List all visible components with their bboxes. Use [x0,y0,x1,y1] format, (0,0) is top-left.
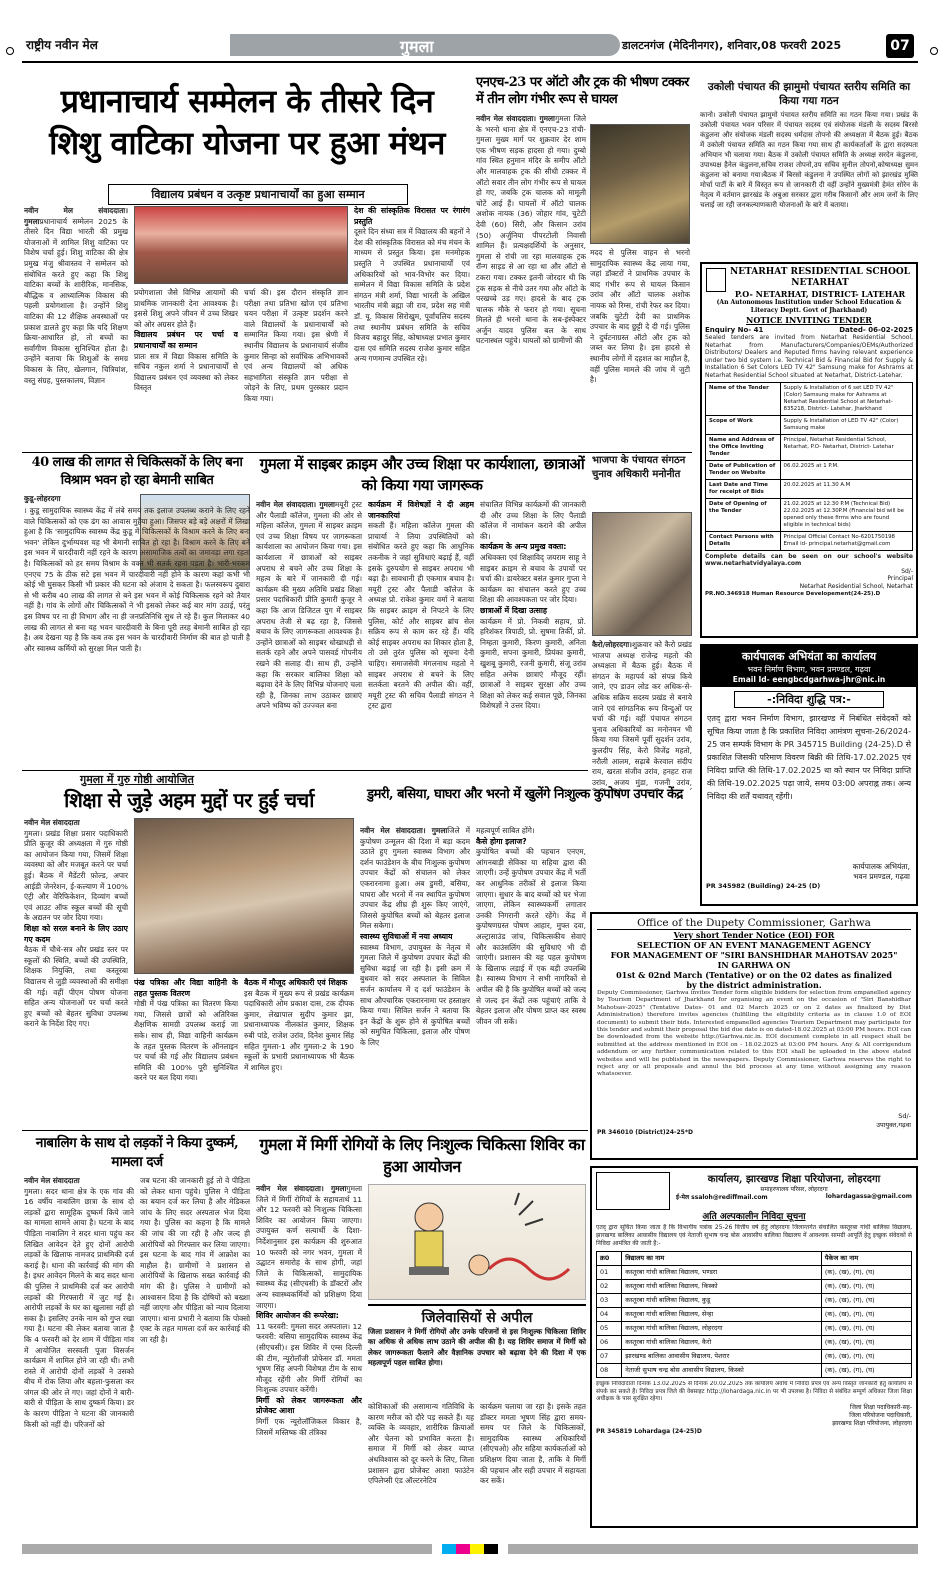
t4-table-cell: कस्तूरबा गांधी बालिका विद्यालय, लोहरदगा [622,1322,822,1336]
t3-h2: SELECTION OF AN EVENT MANAGEMENT AGENCY [637,940,871,950]
dateline: डालटनगंज (मेदिनीनगर), शनिवार,08 फरवरी 2025 [622,39,842,52]
a7-col3 [244,978,354,1126]
a7-byline: नवीन मेल संवाददाता [24,818,80,827]
a10-sub1: शिविर आयोजन की रूपरेखा: [256,1311,339,1321]
a8-col2b-text: कुपोषित बच्चों की पहचान एनएम, आंगनबाड़ी सेविका या सहिया द्वारा की जाएगी। उन्हें कुपोषण उपचार केंद्र में भर्ती कर आधुनिक तरीकों से इलाज किया जाएगा। सुधार के बाद बच्चों को घर भेजा जाएगा, लेकिन स्वास्थ्यकर्मी लगातार उनकी निगरानी करते रहेंगे। केंद्र में कुपोषणग्रस्त पोषण आहार, मुफ्त दवा, अल्ट्रासाउंड जांच, चिकित्सकीय सेवाएं और काउंसलिंग की सुविधाएं भी दी जाएंगी। प्रशासन की यह पहल कुपोषण के खिलाफ लड़ाई में एक बड़ी उपलब्धि है। स्वास्थ्य विभाग ने सभी नागरिकों से अपील की है कि कुपोषित बच्चों को जल्द से जल्द इन केंद्रों तक पहुंचाएं ताकि वे बेहतर इलाज और पोषण प्राप्त कर स्वस्थ जीवन जी सकें। [476,847,586,1026]
a7-sub2: बैठक में मौजूद अधिकारी एवं शिक्षक [244,978,348,987]
t1-cell-label: Last Date and Time for receipt of Bids [706,479,781,498]
t4-table-cell: 03 [597,1294,622,1308]
rule-3 [22,1130,588,1131]
t1-principal: Principal [887,575,913,583]
t3-sign-block [597,1112,911,1129]
a5-title: गुमला में साइबर क्राइम और उच्च शिक्षा पर कार्यशाला, छात्राओं को किया गया जागरूक [259,455,585,494]
a10-sub2: मिर्गी को लेकर जागरूकता और प्रोजेक्ट आशा [256,1395,362,1416]
epilepsy-illustration-icon [369,1185,587,1301]
t3-h6: by the district administration. [686,980,822,990]
t4-table-cell: 02 [597,1280,622,1294]
a7-body4: इस बैठक में मुख्य रूप से प्रखंड कार्यक्रम पदाधिकारी ओम प्रकाश दास, टक दीपक कुमार, लेखापाल सुदीप कुमार झा, प्रधानाध्यापक नीलकांत कुमार, शिक्षक रुबी पांडे, राजेश उरांव, दिनेश कुमार सिंह सहित गुमला-1 और गुमला-2 के 190 स्कूलों के प्रभारी प्रधानाध्यापक भी बैठक में शामिल हुए। [244,988,354,1072]
t2-office: कार्यपालक अभियंता का कार्यालय [741,650,877,663]
a1-sub4: देश की सांस्कृतिक विरासत पर रंगारंग प्रस्तुति [354,206,470,226]
t3-office: Office of the Dupety Commissioner, Garhwa [597,917,911,930]
t3-pr: PR 346010 (District)24-25*D [597,1129,693,1136]
t4-table-cell: झारखण्ड बालिका आवासीय विद्यालय, पेशरार [622,1350,822,1364]
a10-col1 [256,1184,362,1524]
a5-col2-text: सकती हैं। महिला कॉलेज गुमला की प्राचार्या ने लिया उपस्थितियों को संबोधित करते हुए कहा कि आधुनिक तकनीक ने जहां सुविधाएं बढ़ाई हैं, वहीं इसके दुरुपयोग से साइबर अपराध भी बढ़ा है। सावधानी ही एकमात्र बचाव है। मयूरी ट्रस्ट और पैलाडी कॉलेज के अध्यक्ष प्रो. राकेश कुमार वर्मा ने बताया कि साइबर क्राइम से निपटने के लिए पुलिस, कोर्ट और साइबर ब्रांच सेल सक्रिय रूप से काम कर रहे हैं। यदि कोई साइबर अपराध का शिकार होता है, तो उसे तुरंत पुलिस को सूचना देनी चाहिए। समाजसेवी मंगलनाथ महतो ने साइबर अपराध से बचने के लिए सतर्कता बरतने की अपील की। वहीं, मयूरी ट्रस्ट की सचिव पैलाडी संगठन ने ट्रस्ट द्वारा [368,521,474,711]
t1-sd: Sd/- [901,567,913,575]
a1-title-line2: शिशु वाटिका योजना पर हुआ मंथन [49,124,445,162]
t1-school-name: NETARHAT RESIDENTIAL SCHOOL NETARHAT [729,267,911,288]
t4-table-cell: कस्तूरबा गांधी बालिका विद्यालय, कुडू [622,1294,822,1308]
a8-col1 [360,826,470,1128]
t4-sign2: जिला परियोजना पदाधिकारी, [849,1411,912,1419]
t1-notice: NOTICE INVITING TENDER [746,315,872,325]
a7-col1 [24,818,128,1126]
a7-body: गुमला। प्रखंड शिक्षा प्रसार पदाधिकारी प्रीति कुजूर की अध्यक्षता में गुरु गोष्ठी का आयोजन किया गया, जिसमें शिक्षा व्यवस्था को और मजबूत करने पर चर्चा हुई। बैठक में मैडेंटरी फ़ोल्ड, अपार आईडी जेनरेशन, ई-कल्याण में 100% एंट्री और वेरिफिकेशन, दिव्यांग बच्चों एवं आउट ऑफ स्कूल बच्चों की सूची के अद्यतन पर जोर दिया गया। [24,828,128,923]
a10-col2: कोशिकाओं की असामान्य गतिविधि के कारण मरीज को दौरे पड़ सकते हैं। यह व्यक्ति के व्यवहार, शारीरिक क्रियाओं और चेतना को प्रभावित करता है। समाज में मिर्गी को लेकर व्याप्त अंधविश्वास को दूर करने के लिए, जिला प्रशासन द्वारा प्रोजेक्ट आशा फाउंटेन एपिलेप्सी एंड ऑल्टरनेटिव [368,1402,474,1486]
t4-header-cell: पैकेज का नाम [821,1252,911,1266]
page-number: 07 [886,34,914,58]
a9-title: नाबालिग के साथ दो लड़कों ने किया दुष्कर्म, मामला दर्ज [35,1135,239,1170]
a10-byline: नवीन मेल संवाददाता। गुमला [256,1184,347,1193]
t4-header-cell: क्र0 [597,1252,622,1266]
t4-header-cell: विद्यालय का नाम [622,1252,822,1266]
a8-col2-text: महत्वपूर्ण साबित होंगे। [476,826,535,835]
a8-byline: नवीन मेल संवाददाता। गुमला [360,826,448,835]
t4-tender-box [590,1166,918,1528]
t2-header [702,646,916,687]
a8-sub2: कैसे होगा इलाज? [476,836,527,846]
a5-col2 [368,500,474,766]
a7-photo [134,818,354,974]
t2-sign2: भवन प्रमण्डल, गढ़वा [853,872,910,881]
t2-dept: भवन निर्माण विभाग, भवन प्रमण्डल, गढ़वा [747,665,871,674]
a5-col1-text: मयूरी ट्रस्ट और पैलाडी कॉलेज, गुमला की ओर से महिला कॉलेज, गुमला में साइबर क्राइम एवं उच्च शिक्षा विषय पर जागरूकता कार्यशाला का आयोजन किया गया। इस कार्यशाला में छात्राओं को साइबर अपराध से बचने और उच्च शिक्षा के महत्व के बारे में जानकारी दी गई। कार्यक्रम की मुख्य अतिथि प्रखंड शिक्षा प्रसार पदाधिकारी प्रीति कुमारी कुजूर ने कहा कि आज डिजिटल युग में साइबर अपराध तेजी से बढ़ रहा है, जिससे बचाव के लिए जागरूकता आवश्यक है। उन्होंने छात्राओं को साइबर धोखाधड़ी से सतर्क रहने और अपने पासवर्ड गोपनीय रखने की सलाह दी। साथ ही, उन्होंने कहा कि सरकार बालिका शिक्षा को बढ़ावा देने के लिए विभिन्न योजनाएं चला रही है, जिनका लाभ उठाकर छात्राएं अपने भविष्य को उज्ज्वल बना [256,500,362,711]
a3-body: कानो। उकोली पंचायत झामुमो पंचायत स्तरीय समिति का गठन किया गया। प्रखंड के उकोली पंचायत भवन परिसर में पंचायत सदस्य एवं संयोजक मंडली के सदस्य बिरसो कंडुलना और संयोजक मंडली सदस्य धर्मदास तोपनो की अध्यक्षता में बैठक हुई। बैठक में उकोली पंचायत समिति का गठन किया गया साथ ही कार्यकर्ताओं के द्वारा सदस्यता अभियान भी चलाया गया। बैठक में उकोली पंचायत समिति के अध्यक्ष सरदेन कंडुलना, उपाध्यक्ष हैनेल कंडुलना,सचिव राजश तोपनो,उप सचिव सुनील तोपनो,कोषाध्यक्ष सुमन कंडुलना को बनाया गया।बैठक में बिरसो कंडुलना ने उपस्थित लोगों को झारखंड मुक्ति मोर्चा पार्टी के बारे में विस्तृत रूप से जानकारी दी वहीं उन्होंने मुख्यमंत्री हेमंत सोरेन के नेतृत्व में वर्तमान झारखंड के अबुआ सरकार द्वारा गरीब किसानों और आम जनों के लिए चलाई जा रही जनकल्याणकारी योजनाओं के बारे में बताया। [700,111,918,209]
a10-illustration [368,1184,586,1300]
t4-table-cell: (क), (ख), (ग), (घ) [821,1266,911,1280]
t4-email2: lohardagassa@gmail.com [825,1193,912,1200]
t1-cell-label: Name and Address of the Office Inviting Tender [706,434,781,460]
t1-table-row [706,460,913,479]
t4-table-cell: (क), (ख), (ग), (घ) [821,1336,911,1350]
a3-title: उकोली पंचायत की झामुमो पंचायत स्तरीय समिति का किया गया गठन [707,81,911,107]
t1-cell-value: 21.02.2025 at 12.30 P.M (Technical Bid) 22.02.2025 at 12.30P.M (Financial bid will be opened only these firms who are found eligible in technical bids) [780,498,912,531]
a1-byline: नवीन मेल संवाददाता। गुमला [24,206,128,226]
a6-title: भाजपा के पंचायत संगठन चुनाव अधिकारी मनोनीत [592,455,686,480]
t4-title: अति अल्पकालीन निविदा सूचना [702,1212,806,1222]
a2-col1-text: गुमला जिले के भरनो थाना क्षेत्र में एनएच-23 रांची-गुमला मुख्य मार्ग पर शुक्रवार देर शाम एक भीषण सड़क हादसा हो गया। दुम्बो गांव स्थित हनुमान मंदिर के समीप ऑटो और मालवाहक ट्रक की सीधी टक्कर में ऑटो सवार तीन लोग गंभीर रूप से घायल हो गए, जबकि ट्रक चालक को मामूली चोटें आई हैं। घायलों में ऑटो चालक अशोक नायक (36) जोहार गांव, चुटेटी देवी (60) सिरी, और किसान उरांव (50) अर्जुनिया पीपरटोली निवासी शामिल हैं। प्रत्यक्षदर्शियों के अनुसार, गुमला से रांची जा रहा मालवाहक ट्रक रॉन्ग साइड से आ रहा था और ऑटो से टकरा गया। टक्कर इतनी जोरदार थी कि ट्रक सड़क से नीचे उतर गया और ऑटो के परखच्चे उड़ गए। हादसे के बाद ट्रक चालक मौके से फरार हो गया। सूचना मिलते ही भरनो थाना के सब-इंस्पेक्टर अर्जुन यादव पुलिस बल के साथ घटनास्थल पहुंचे। घायलों को ग्रामीणों की [476,114,586,346]
a10-banner-title: जिलेवासियों से अपील [421,1310,533,1326]
t2-tender-box [700,644,918,906]
t1-logo [706,268,726,292]
t1-cell-value: Principal Official Contact No-6201750198 Email id- principal.netarhat@gmail.com [780,531,912,550]
t1-cell-value: 06.02.2025 at 1 P.M. [780,460,912,479]
t1-pr: PR.NO.346918 Human Resource Developement(24-25).D [705,590,881,597]
t1-table-row [706,434,913,460]
t4-table [596,1251,912,1378]
a4-title: 40 लाख की लागत से चिकित्सकों के लिए बना विश्राम भवन हो रहा बेमानी साबित [31,455,243,488]
t1-cell-value: Supply & Installation of 6 set LED TV 42" (Color) Samsung make for Ashrams at Netarhat Residential School at Netarhat-835218, District- Latehar, Jharkhand [780,382,912,415]
t1-table-row [706,479,913,498]
header-rule [22,61,918,63]
t1-table-row [706,415,913,434]
a1-title-line1: प्रधानाचार्य सम्मेलन के तीसरे दिन [60,82,434,120]
a6-body [592,640,692,790]
a1-subtitle: विद्यालय प्रबंधन व उत्कृष्ट प्रधानाचार्यों का हुआ सम्मान [108,184,408,205]
a10-col1b-text: 11 फरवरी: गुमला सदर अस्पताल। 12 फरवरी: बसिया सामुदायिक स्वास्थ्य केंद्र (सीएचसी)। इस शिविर में एम्स दिल्ली की टीम, न्यूरोलॉजी प्रोफेसर डॉ. ममता भूषण सिंह अपनी विशेषज्ञ टीम के साथ मौजूद रहेंगी और मिर्गी रोगियों का निःशुल्क उपचार करेंगी। [256,1321,362,1395]
t4-email: ई-मेल ssaloh@rediffmail.com [676,1194,768,1201]
a9-byline: नवीन मेल संवाददाता [24,1176,80,1185]
t2-pr: PR 345982 (Building) 24-25 (D) [706,882,821,890]
t3-tender-box [590,912,918,1160]
a2-photo [590,124,690,244]
t4-table-cell: 01 [597,1266,622,1280]
a5-col1 [256,500,362,766]
t1-cell-value: 20.02.2025 at 11.30 A.M [780,479,912,498]
a6-body-text: शुक्रवार को कैरो प्रखंड भाजपा अध्यक्ष राजेन्द्र महतो की अध्यक्षता में बैठक हुई। बैठक में संगठन के महापर्व को संपन्न किये जाने, एप डाउन लोड कर अधिक-से-अधिक सक्रिय सदस्य प्रखंड से बनाये जाने एवं सांगठनिक रूप विन्दुओं पर चर्चा की गई। वहीं पंचायत संगठन चुनाव अधिकारियों का मनोनयन भी किया गया जिसमें पूर्वी सुदर्शन उरांव, कुलदीप सिंह, केरो विजेंद्र महतो, नरौली आलम, सढ़ाबे केरवाल संदीप राय, खरता संजीव उरांव, हनहट राज उरांव, अजय मुंडा, गजनी उरांव, [592,640,692,787]
t4-table-cell: (क), (ख), (ग), (घ) [821,1364,911,1378]
t1-sign [705,568,913,591]
t1-table-row [706,498,913,531]
t1-principal2: Netarhat Residential School, Netarhat [799,582,913,590]
t1-table-row [706,382,913,415]
a7-body3: गोष्ठी में पंख पत्रिका का वितरण किया गया, जिससे छात्रों को अतिरिक्त शैक्षणिक सामग्री उपलब्ध कराई जा सके। साथ ही, विद्या वाहिनी कार्यक्रम के तहत पुस्तक वितरण के ऑनलाइन पर चर्चा की गई और विद्यालय प्रबंधन समिति की 100% पूरी सुनिश्चित करने पर बल दिया गया। [134,999,238,1083]
t4-sign-block [596,1404,912,1428]
t4-table-cell: 05 [597,1322,622,1336]
a8-col1-text: जिले में कुपोषण उन्मूलन की दिशा में बड़ा कदम उठाते हुए गुमला स्वास्थ्य विभाग और दर्शन फाउंडेशन के बीच निःशुल्क कुपोषण उपचार केंद्रों को संचालन को लेकर एकरारनामा हुआ। अब डुमरी, बसिया, घाघरा और भरनो में नव स्थापित कुपोषण उपचार केंद्र शीघ्र ही शुरू किए जाएंगे, जिससे कुपोषित बच्चों को बेहतर इलाज मिल सकेगा। [360,826,470,931]
a9-col1-text: गुमला। सदर थाना क्षेत्र के एक गांव की 16 वर्षीय नाबालिग छात्रा के साथ दो लड़कों द्वारा सामूहिक दुष्कर्म किये जाने का मामला सामने आया है। घटना के बाद पीड़िता नाबालिग ने सदर थाना पहुंच कर लिखित आवेदन देते हुए दोनों आरोपी लड़कों के खिलाफ नामजद प्राथमिकी दर्ज कराई है। थाना की कार्रवाई की मांग की है। इधर आवेदन मिलने के बाद सदर थाना की पुलिस ने प्राथमिकी दर्ज कर आरोपी लड़कों की गिरफ्तारी में जुट गई है। आरोपी लड़कों के घर का खुलासा नहीं हो सका है। इसलिए उनके नाम को गुप्त रखा गया है। घटना की लेकर बताया जाता है कि 4 फरवरी को देर शाम में पीड़िता गांव में आयोजित सरस्वती पूजा विसर्जन कार्यक्रम में शामिल होने जा रही थी। तभी रास्ते में आरोपी दोनों लड़कों ने उसको बीच में रोक लिया और बहला-फुसला कर जंगल की ओर ले गए। जहां दोनों ने बारी-बारी से पीड़िता के साथ दुष्कर्म किया। डर के कारण पीड़िता ने घटना की जानकारी किसी को नहीं दी। परिजनों को [24,1186,134,1429]
t1-table-row [706,531,913,550]
a2-title: एनएच-23 पर ऑटो और ट्रक की भीषण टक्कर में तीन लोग गंभीर रूप से घायल [476,75,689,107]
t1-enquiry-row [705,326,913,334]
a1-col1-text: प्रधानाचार्य सम्मेलन 2025 के तीसरे दिन विद्या भारती की प्रमुख योजनाओं में शामिल शिशु वाटिका पर विशेष चर्चा हुई। शिशु वाटिका की क्षेत्र प्रमुख मंजु श्रीवास्तव ने सम्मेलन को संबोधित करते हुए कहा कि शिशु वाटिका बच्चों के शारीरिक, मानसिक, बौद्धिक व आध्यात्मिक विकास की पहली प्रयोगशाला है। उन्होंने शिशु वाटिका की 12 शैक्षिक अवस्थाओं पर प्रकाश डालते हुए कहा कि यदि शिक्षण क्रिया-आधारित हो, तो बच्चों का सर्वांगीण विकास सुनिश्चित होता है। उन्होंने बताया कि शिशुओं के समग्र विकास के लिए, खेलगान, चित्रियांश, वस्तु संग्रह, पुस्तकालय, विज्ञान [24,216,128,385]
t2-sign-block [702,862,916,882]
reg-mark-left [6,40,14,59]
t4-table-cell: 08 [597,1364,622,1378]
a1-col3: चर्चा की। इस दौरान संस्कृति ज्ञान परीक्षा तथा प्रतिभा खोज एवं प्रतिभा चयन परीक्षा में उत्कृष्ट प्रदर्शन करने वाले विद्यालयों के प्रधानाचार्यों को सम्मानित किया गया। इस श्रेणी में स्थानीय विद्यालय के प्रधानाचार्य संजीव कुमार सिन्हा को सर्वाधिक अभिभावकों एवं अन्य विद्यालयों को अधिक सहभागिता संस्कृति ज्ञान परीक्षा से जोड़ने के लिए, प्रथम पुरस्कार प्रदान किया गया। [244,288,348,403]
t4-table-cell: 07 [597,1350,622,1364]
a4-body: । कुडू सामुदायिक स्वास्थ्य केंद्र में लंबे समय तक इलाज उपलब्ध कराने के लिए रहने वाले चिकित्सकों को एक ढंग का आवास मुहैया हुआ। जिसपर बड़े बड़े अक्षरों में लिखा हुआ है कि 'सामुदायिक स्वास्थ्य केंद्र कुडू में चिकित्सकों के विश्राम करने के लिए बना भवन' लेकिन दुर्भाग्यवश यह भी बेमानी साबित हो रहा है। विश्राम करने के लिए बने इस भवन में चारदीवारी नहीं रहने के कारण असामाजिक तत्वों का जमावड़ा लगा रहता है। चिकित्सकों को हर समय विश्राम के वक्त भी सतर्क रहना पड़ता है। भारी-भरकम एनएच 75 के ठीक सटे इस भवन में चारदीवारी नहीं होने के कारण कहां कभी भी कोई भी घुसकर किसी भी प्रकार की घटना को अंजाम दे सकता है। फलस्वरूप दुबारा से भी करीब 40 लाख की लागत से बने इस भवन में कोई चिकित्सक रहने को तैयार नहीं है। गांव के लोगों और चिकित्सकों ने भी इसको लेकर कई बार मांग उठाई, परंतु इस विषय पर ना ही विभाग और ना ही जनप्रतिनिधि सुध ले रहे हैं। कुल मिलाकर 40 लाख की लागत से बना यह भवन चारदीवारी के बिना पूरी तरह बेमानी साबित हो रहा है। अब देखना यह है कि कब तक इस भवन के चारदीवारी निर्माण की बात हो पाती है और स्वास्थ्य कर्मियों को सुरक्षा मिल पाती है। [24,506,250,653]
t3-h5: 01st & 02nd March (Tentative) or on the 02 dates as finalized [616,970,892,980]
t2-body: एतद् द्वारा भवन निर्माण विभाग, झारखण्ड में निबंधित संवेदकों को सूचित किया जाता है कि प्रकाशित निविदा आमंत्रण सूचना-26/2024-25 जन सम्पर्क विभाग के PR 345715 Building (24-25).D से प्रकाशित जिसकी परिमाण विवरण बिक्री की तिथि-17.02.2025 एवं निविदा प्राप्ति की तिथि-17.02.2025 था को स्थान पर निविदा प्राप्ति की तिथि-19.02.2025 पढ़ा जाये, समय 03:00 अपराह्न तक। अन्य निविदा की शर्तें यथावत् रहेंगी। [707,714,911,801]
t4-table-row [597,1294,912,1308]
t3-sign: उपायुक्त,गढ़वा [876,1121,911,1129]
t1-cell-value: Supply & Installation of LED TV 42" (Color) Samsung make [780,415,912,434]
a10-col1c-text: मिर्गी एक न्यूरोलॉजिकल विकार है, जिसमें मस्तिष्क की तंत्रिका [256,1417,362,1437]
t4-table-cell: नेताजी सुभाष चन्द्र बोस आवासीय विद्यालय, किस्को [622,1364,822,1378]
t2-sign: कार्यपालक अभियंता, [852,862,910,871]
t1-cell-value: Principal, Netarhat Residential School, Netarhat, P.O- Netarhat, District- Latehar [780,434,912,460]
a7-photo-sub: पंख पत्रिका और विद्या वाहिनी के तहत पुस्तक वितरण [134,978,238,998]
t4-email-row [676,1193,912,1201]
a10-banner-body: जिला प्रशासन ने मिर्गी रोगियों और उनके परिजनों से इस निःशुल्क चिकित्सा शिविर का अधिक से अधिक लाभ उठाने की अपील की है। यह शिविर समाज में मिर्गी को लेकर जागरूकता फैलाने और वैज्ञानिक उपचार को बढ़ावा देने की दिशा में एक महत्वपूर्ण पहल साबित होगा। [368,1327,586,1368]
t3-body: Deputy Commissioner, Garhwa invites Tender form eligible bidders for selection from empanelled agency by Tourism Department of Jharkhand for organising an event on the occasion of "Siri Banshidhar Mahotsav-2025" (Tentative Dates- 01 and 02 March 2025 or on 2 dates as finalized by Dist Administration) therefore invites agencies (fulfilling the eligibility criteria as in clause 1.0 of EOI document) to submit their bids. Interested empanelled agencies Tourism Department may participate for this tender and submit their proposal the bid due date is on dated-18.02.2025 at 03:00 PM hours. EOI can be downloaded from the website http://Garhwa.nic.in. EOI document complete in all respect shall be submitted at the address mentioned in EOI on - 18.02.2025 at 03:00 PM hours. Any & All corrigendum addendum or any further communication related to this EOI shall be uploaded in the above stated websites and will be published in the newspapers. Deputy Commissioner, Garhwa reserves the right to reject any or all proposals and annul the bid process at any time without assigning any reason whatsoever. [597,990,911,1078]
a7-col2 [134,978,238,1126]
a1-col2-text: प्रयोगशाला जैसे विभिन्न आयामों की प्राथमिक जानकारी देना आवश्यक है। इससे शिशु अपने जीवन में उच्च शिखर को ओर अग्रसर होते हैं। [134,288,238,329]
t4-table-row [597,1350,912,1364]
section-name: गुमला [400,37,434,56]
t4-table-cell: (क), (ख), (ग), (घ) [821,1280,911,1294]
t1-cell-label: Date of Opening of the Tender [706,498,781,531]
a6-byline: कैरो/लोहरदगा। [592,640,632,649]
t4-table-row [597,1322,912,1336]
a8-sub1: स्वास्थ्य सुविधाओं में नया अध्याय [360,931,453,941]
t1-cell-label: Scope of Work [706,415,781,434]
a5-byline: नवीन मेल संवाददाता। गुमला [256,500,335,509]
t4-table-cell: (क), (ख), (ग), (घ) [821,1350,911,1364]
a9-col2: जब घटना की जानकारी हुई तो वे पीड़िता को लेकर थाना पहुंचे। पुलिस ने पीड़िता का बयान दर्ज कर लिया है और मेडिकल जांच के लिए सदर अस्पताल भेज दिया गया है। पुलिस का कहना है कि मामले की जांच की जा रही है और जल्द ही आरोपियों को गिरफ्तार कर लिया जाएगा। इस घटना के बाद गांव में आक्रोश का माहौल है। ग्रामीणों ने प्रशासन से आरोपियों के खिलाफ सख्त कार्रवाई की मांग की है। पुलिस ने ग्रामीणों को आश्वासन दिया है कि दोषियों को बख्शा नहीं जाएगा और पीड़िता को न्याय दिलाया जाएगा। थाना प्रभारी ने बताया कि पोक्सो एक्ट के तहत मामला दर्ज कर कार्रवाई की जा रही है। [140,1176,250,1344]
t4-body: एतद् द्वारा सूचित किया जाता है कि विभागीय पत्रांक 25-26 वित्तीय वर्ष हेतु लोहरदगा जिलान्तर्गत संचालित कस्तूरबा गांधी बालिका विद्यालय, झारखण्ड बालिका आवासीय विद्यालय एवं नेताजी सुभाष चन्द्र बोस आवासीय बालिका विद्यालय में आवश्यक सामग्री आपूर्ति हेतु इच्छुक संवेदकों से निविदा आमंत्रित की जाती है:- [596,1224,912,1247]
t4-table-row [597,1336,912,1350]
a5-col3 [480,500,586,766]
t4-pr: PR 345819 Lohardaga (24-25)D [596,1427,702,1435]
a5-sub3: कार्यक्रम के अन्य प्रमुख वक्ता: [480,542,567,552]
t4-table-row [597,1280,912,1294]
t1-cell-label: Date of Publication of Tender on Website [706,460,781,479]
t4-table-cell: कस्तूरबा गांधी बालिका विद्यालय, किस्को [622,1280,822,1294]
a1-sub2: विद्यालय प्रबंधन पर चर्चा व प्रधानाचार्यों का सम्मान [134,330,238,350]
t3-h3: FOR MANAGEMENT OF "SIRI BANSHIDHAR MAHOTSAV 2025" [610,950,898,960]
masthead: राष्ट्रीय नवीन मेल [26,38,98,52]
a10-title: गुमला में मिर्गी रोगियों के लिए निःशुल्क चिकित्सा शिविर का हुआ आयोजन [259,1135,585,1176]
t4-table-row [597,1308,912,1322]
t1-footer: Complete details can be seen on our school's website www.netarhatvidyalaya.com [705,552,913,568]
a1-col2 [134,288,238,448]
t1-cell-label: Name of the Tender [706,382,781,415]
t4-table-cell: (क), (ख), (ग), (घ) [821,1294,911,1308]
t4-table-cell: कस्तूरबा गांधी बालिका विद्यालय, भण्डरा [622,1266,822,1280]
t4-table-cell: कस्तूरबा गांधी बालिका विद्यालय, कैरो [622,1336,822,1350]
a2-col1 [476,114,586,448]
rule-1 [22,452,692,453]
t1-enquiry: Enquiry No- 41 [705,326,764,334]
a8-title: डुमरी, बसिया, घाघरा और भरनो में खुलेंगे निःशुल्क कुपोषण उपचार केंद्र [367,787,683,802]
t1-date: Dated- 06-02-2025 [839,326,913,334]
a7-title: शिक्षा से जुड़े अहम मुद्दों पर हुई चर्चा [64,788,314,812]
a5-col3-text: संचालित विभिन्न कार्यक्रमों की जानकारी दी और उच्च शिक्षा के लिए पैलाडी कॉलेज में नामांकन कराने की अपील की। [480,500,586,541]
t4-sign3: झारखण्ड शिक्षा परियोजना, लोहरदगा [832,1419,912,1427]
t1-subline: (An Autonomous Institution under School Education & Literacy Deptt. Govt of Jharkhand) [716,299,902,314]
t4-table-cell: 04 [597,1308,622,1322]
t4-logo [596,1172,670,1210]
a5-col3b-text: अधिवक्ता एवं शिक्षाविद् जयराम साहू ने साइबर क्राइम से बचाव के उपायों पर चर्चा की। डायरेक्टर बसंत कुमार गुप्ता ने कार्यक्रम का संचालन करते हुए उच्च शिक्षा की आवश्यकता पर जोर दिया। [480,552,586,605]
a1-col1 [24,206,128,448]
a10-col3: कार्यक्रम चलाया जा रहा है। इसके तहत डॉक्टर ममता भूषण सिंह द्वारा समय-समय पर जिले के चिकित्सकों, सामुदायिक स्वास्थ्य अधिकारियों (सीएचओ) और सहिया कार्यकर्ताओं को प्रशिक्षण दिया जाता है, ताकि वे मिर्गी की पहचान और सही उपचार में सहायता कर सकें। [480,1402,586,1486]
t4-office: कार्यालय, झारखण्ड शिक्षा परियोजना, लोहरदगा [707,1174,881,1185]
a7-sub1: शिक्षा को सरल बनाने के लिए उठाए गए कदम [24,923,128,944]
t1-tender-box [700,262,918,638]
t2-email: Email Id- eengbcdgarhwa-jhr@nic.in [732,675,886,684]
t1-table [705,382,913,551]
a5-sub3b: छात्राओं में दिखा उत्साह [480,605,548,615]
t4-addr: समाहरणालय परिसर, लोहरदगा [760,1186,828,1193]
a4-byline: कुडू-लोहरदगा [24,494,61,503]
a1-col4 [354,206,470,448]
t4-table-row [597,1364,912,1378]
t4-table-cell: (क), (ख), (ग), (घ) [821,1322,911,1336]
t4-table-cell: कस्तूरबा गांधी बालिका विद्यालय, सेन्हा [622,1308,822,1322]
t3-sd: Sd/- [898,1112,911,1120]
a1-col4-text: दूसरे दिन संध्या सत्र में विद्यालय की बहनों ने देश की सांस्कृतिक विरासत को मंच मंचन के माध्यम से प्रस्तुत किया। इस मनमोहक प्रस्तुति ने उपस्थित प्रधानाचार्यों एवं अधिकारियों को भाव-विभोर कर दिया। सम्मेलन में विद्या विकास समिति के प्रदेश संगठन मंत्री शर्मा, विद्या भारती के अखिल भारतीय मंत्री ब्रह्मा जी राव, प्रदेश सह मंत्री डॉ. यू. विकास सिरोखुम, पूर्वांचलिय सदस्य तथा स्थानीय प्रबंधन समिति के सचिव विजय बहादुर सिंह, कोषाध्यक्ष प्रभात कुमार दास एवं समिति सदस्य राजेश कुमार सहित अन्य गणमान्य उपस्थित रहे। [354,227,470,364]
footer-color-bar [22,1544,918,1554]
reg-mark-right [930,40,938,59]
t1-body: Sealed tenders are invited from Netarhat Residential School, Netarhat from Manufacturers/Companies/OEMs/Authorized Distributors/ Dealers and Reputed firms having relevant experience under two bid system i.e. Technical Bid & Financial Bid for Supply & Installation 6 Set Colors LED TV 42" Samsung make for Ashrams at Netarhat Residential School situated at Netarhat, District-Latehar. [705,334,913,379]
t2-title: -:निविदा शुद्धि पत्र:- [734,691,884,708]
rule-2 [22,770,588,771]
a8-col1b-text: स्वास्थ्य विभाग, उपायुक्त के नेतृत्व में गुमला जिले में कुपोषण उपचार केंद्रों की सुविधा बढ़ाई जा रही है। इसी क्रम में बुधवार को सदर अस्पताल के सिविल सर्जन कार्यालय में द दर्श फाउंडेशन के साथ औपचारिक एकरारनामा पर हस्ताक्षर किया गया। सिविल सर्जन ने बताया कि इन केंद्रों के शुरू होने से कुपोषित बच्चों को समुचित चिकित्सा, इलाज और पोषण के लिए [360,942,470,1047]
a2-byline: नवीन मेल संवाददाता। गुमला [476,114,555,123]
a6-photo [592,512,692,636]
t3-h1: Very short Tender Notice (EOI) FOR [673,930,835,940]
t4-foot: इच्छुक निविदादाता दिनांक 13.02.2025 से दिनांक 20.02.2025 तक कार्यालय अवधि में निविदा प्रपत्र एवं अन्य विस्तृत जानकारी हेतु कार्यालय से संपर्क कर सकते हैं। निविदा प्रपत्र जिले की वेबसाइट http://lohardaga.nic.in पर भी उपलब्ध है। निविदा से संबंधित सम्पूर्ण अधिकार जिला शिक्षा अधीक्षक के पास सुरक्षित रहेगा। [596,1381,912,1403]
t1-address: P.O- NETARHAT, DISTRICT- LATEHAR [734,289,906,299]
t4-table-cell: (क), (ख), (ग), (घ) [821,1308,911,1322]
a5-sub2: कार्यक्रम में विशेषज्ञों ने दी अहम जानकारियां [368,500,474,520]
a8-col2 [476,826,586,1128]
a7-body2: बैठक में चौथे-सत्र और प्रखंड स्तर पर स्कूलों की स्थिति, बच्चों की उपस्थिति, शिक्षक नियुक्ति, तथा कस्तूरबा विद्यालय से जुड़ी व्यवस्थाओं की समीक्षा की गई। वहीं पीएम पोषण योजना सहित अन्य योजनाओं पर चर्चा करते हुए बच्चों को बेहतर सुविधा उपलब्ध कराने के निर्देश दिए गए। [24,945,128,1029]
a9-col1 [24,1176,134,1524]
a2-col2: मदद से पुलिस वाहन से भरनो सामुदायिक स्वास्थ्य केंद्र लाया गया, जहां डॉक्टरों ने प्राथमिक उपचार के बाद गंभीर रूप से घायल किसान उरांव और ऑटो चालक अशोक नायक को रिम्स, रांची रेफर कर दिया। जबकि चुटेटी देवी का प्राथमिक उपचार के बाद छुट्टी दे दी गई। पुलिस ने दुर्घटनाग्रस्त ऑटो और ट्रक को जब्त कर लिया है। इस हादसे से स्थानीय लोगों में दहशत का माहौल है, वहीं पुलिस मामले की जांच में जुटी है। [590,248,690,385]
a5-col3c-text: कार्यक्रम में प्रो. निकबी सहाय, प्रो. हरिशंकर त्रिपाठी, प्रो. सुषमा तिर्की, प्रो. निम्हता कुमारी, किरण कुमारी, अनिता कुमारी, सपना कुमारी, प्रियंका कुमारी, खुशबू कुमारी, रजनी कुमारी, संजू उरांव सहित अनेक छात्राएं मौजूद रहीं। छात्राओं ने साइबर सुरक्षा और उच्च शिक्षा को लेकर कई सवाल पूछे, जिनका विशेषज्ञों ने उत्तर दिया। [480,616,586,711]
t4-sign: जिला शिक्षा पदाधिकारी-सह- [849,1403,912,1411]
t4-table-row [597,1266,912,1280]
t3-h4: IN GARHWA ON [717,960,791,970]
t4-table-cell: 06 [597,1336,622,1350]
a1-col2b-text: प्रातः सत्र में विद्या विकास समिति के सचिव नकुल शर्मा ने प्रधानाचार्यों से विद्यालय प्रबंधन एवं व्यवस्था को लेकर विस्तृत [134,351,238,393]
a1-photo [134,206,348,284]
a10-banner [368,1304,586,1400]
a10-col1-text: गुमला जिले में मिर्गी रोगियों के सहायतार्थ 11 और 12 फरवरी को निःशुल्क चिकित्सा शिविर का आयोजन किया जाएगा। उपायुक्त कर्ण सत्यार्थी के दिशा-निर्देशानुसार इस कार्यक्रम की शुरुआत 10 फरवरी को नगर भवन, गुमला में उद्घाटन समारोह के साथ होगी, जहां जिले के चिकित्सकों, सामुदायिक स्वास्थ्य केंद्र (सीएचसी) के डॉक्टरों और अन्य स्वास्थ्यकर्मियों को प्रशिक्षण दिया जाएगा। [256,1184,362,1310]
a7-kicker: गुमला में गुरु गोष्ठी आयोजित [80,773,194,786]
t1-cell-label: Contact Persons with Details [706,531,781,550]
